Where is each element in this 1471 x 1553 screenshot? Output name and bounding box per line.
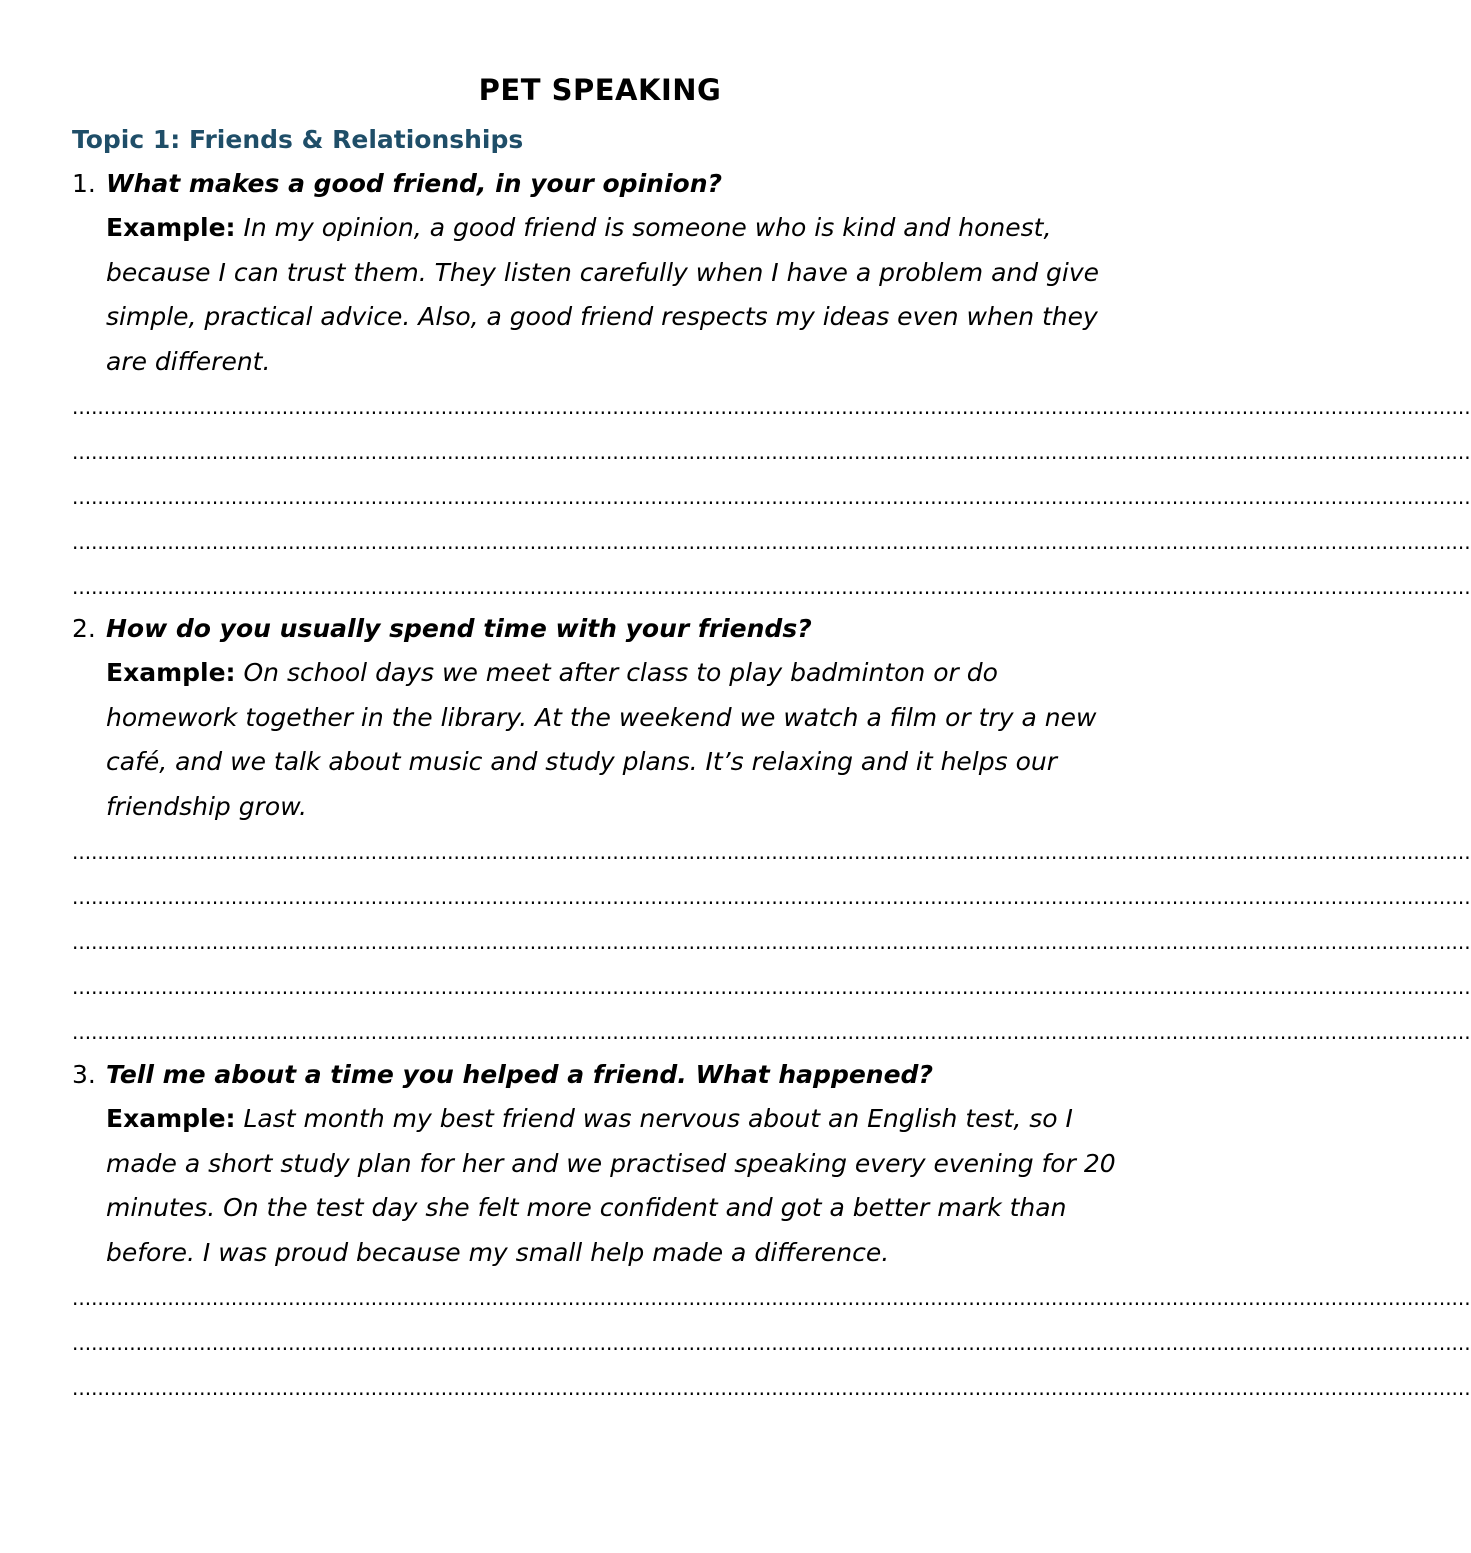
question-2: [72, 607, 1471, 1055]
question-1-prompt: [72, 162, 1152, 206]
question-number: 3.: [72, 1060, 96, 1089]
example-answer: [106, 206, 1136, 385]
answer-line[interactable]: ............................................................................................................................................................................................................................: [72, 1019, 1471, 1044]
example-text: On school days we meet after class to play badminton or do homework together in the library. At the weekend we watch a film or try a new café, and we talk about music and study plans. It’s relaxing and it helps our friendship grow.: [106, 658, 1097, 822]
example-label: Example:: [106, 658, 236, 687]
answer-lines: [72, 385, 1471, 610]
answer-line[interactable]: ............................................................................................................................................................................................................................: [72, 974, 1471, 999]
question-2-prompt: [72, 607, 1152, 651]
answer-line[interactable]: ............................................................................................................................................................................................................................: [72, 529, 1471, 554]
question-3: [72, 1053, 1471, 1411]
question-text: Tell me about a time you helped a friend. What happened?: [106, 1060, 933, 1089]
answer-lines: [72, 830, 1471, 1055]
answer-line[interactable]: ............................................................................................................................................................................................................................: [72, 1285, 1471, 1310]
question-3-prompt: [72, 1053, 1152, 1097]
example-answer: [106, 651, 1136, 830]
answer-line[interactable]: ............................................................................................................................................................................................................................: [72, 574, 1471, 599]
answer-line[interactable]: ............................................................................................................................................................................................................................: [72, 484, 1471, 509]
question-text: How do you usually spend time with your friends?: [106, 614, 812, 643]
answer-line[interactable]: ............................................................................................................................................................................................................................: [72, 929, 1471, 954]
page-title: PET SPEAKING: [478, 73, 722, 107]
answer-line[interactable]: ............................................................................................................................................................................................................................: [72, 1375, 1471, 1400]
topic-heading: Topic 1: Friends & Relationships: [72, 125, 524, 154]
question-number: 1.: [72, 169, 96, 198]
question-text: What makes a good friend, in your opinion?: [106, 169, 722, 198]
answer-line[interactable]: ............................................................................................................................................................................................................................: [72, 1330, 1471, 1355]
answer-line[interactable]: ............................................................................................................................................................................................................................: [72, 394, 1471, 419]
answer-line[interactable]: ............................................................................................................................................................................................................................: [72, 439, 1471, 464]
example-label: Example:: [106, 1104, 236, 1133]
answer-line[interactable]: ............................................................................................................................................................................................................................: [72, 839, 1471, 864]
example-label: Example:: [106, 213, 236, 242]
answer-lines: [72, 1276, 1471, 1411]
example-text: In my opinion, a good friend is someone who is kind and honest, because I can trust them. They listen carefully when I have a problem and give simple, practical advice. Also, a good friend respects my ideas even when they are different.: [106, 213, 1100, 377]
example-text: Last month my best friend was nervous about an English test, so I made a short study plan for her and we practised speaking every evening for 20 minutes. On the test day she felt more confident and got a better mark than before. I was proud because my small help made a difference.: [106, 1104, 1116, 1268]
question-1: [72, 162, 1471, 610]
question-number: 2.: [72, 614, 96, 643]
answer-line[interactable]: ............................................................................................................................................................................................................................: [72, 884, 1471, 909]
example-answer: [106, 1097, 1136, 1276]
